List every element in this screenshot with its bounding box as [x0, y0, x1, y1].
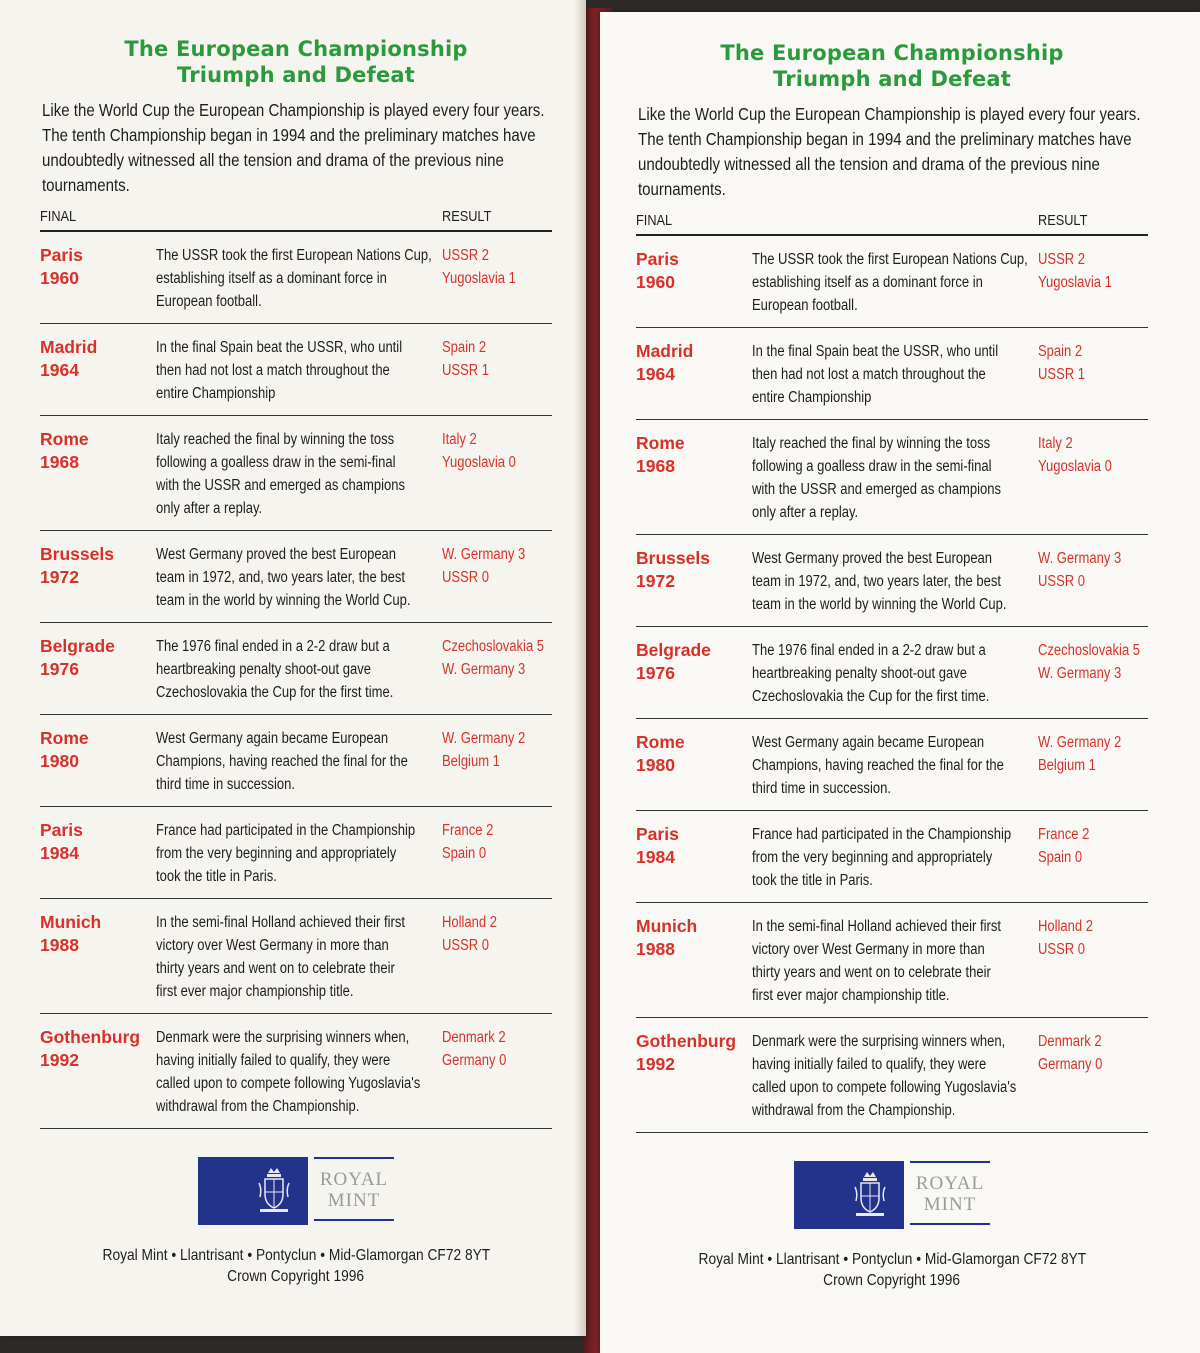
venue-year: 1968 [40, 452, 79, 472]
venue-year: 1976 [40, 659, 79, 679]
description-cell [752, 915, 1038, 1007]
venue-city: Madrid [636, 341, 694, 361]
table-row [636, 627, 1148, 719]
description-line: thirty years and went on to celebrate their [156, 960, 395, 977]
table-row [40, 416, 552, 531]
venue-city: Rome [636, 732, 685, 752]
description-cell [156, 543, 442, 612]
venue-cell [40, 727, 156, 796]
logo-line-2: MINT [923, 1194, 977, 1215]
result-winner: USSR 2 [442, 247, 490, 264]
description-line: third time in succession. [752, 780, 891, 797]
result-runner-up: Yugoslavia 0 [442, 454, 516, 471]
description-line: called upon to compete following Yugoslavia's [156, 1075, 421, 1092]
result-runner-up: Yugoslavia 0 [1038, 458, 1112, 475]
description-line: then had not lost a match throughout the [156, 362, 390, 379]
table-row [636, 328, 1148, 420]
result-cell [1038, 823, 1148, 892]
venue-year: 1960 [40, 268, 79, 288]
description-line: third time in succession. [156, 776, 295, 793]
venue-cell [40, 244, 156, 313]
result-runner-up: USSR 0 [442, 569, 490, 586]
leaflet-content [40, 36, 552, 1287]
result-winner: Czechoslovakia 5 [442, 638, 545, 655]
description-cell [156, 819, 442, 888]
description-line: took the title in Paris. [156, 868, 277, 885]
venue-city: Gothenburg [636, 1031, 737, 1051]
venue-cell [636, 915, 752, 1007]
result-winner: Czechoslovakia 5 [1038, 642, 1141, 659]
result-winner: Italy 2 [442, 431, 477, 448]
finals-table [40, 232, 552, 1129]
venue-city: Brussels [636, 548, 710, 568]
result-cell [1038, 915, 1148, 1007]
logo-line-1: ROYAL [915, 1173, 985, 1194]
result-cell [442, 911, 552, 1003]
venue-cell [40, 911, 156, 1003]
table-row [40, 324, 552, 416]
crest-icon [852, 1171, 888, 1217]
venue-year: 1980 [636, 755, 675, 775]
table-row [636, 236, 1148, 328]
description-line: withdrawal from the Championship. [156, 1098, 360, 1115]
intro-paragraph: Like the World Cup the European Championship is played every four years. The tenth Championship began in 1994 and the preliminary matches have undoubtedly witnessed all the tension and drama of the previous nine tournaments. [42, 100, 545, 195]
description-cell [752, 731, 1038, 800]
result-cell [442, 1026, 552, 1118]
venue-city: Rome [40, 728, 89, 748]
description-line: Czechoslovakia the Cup for the first time. [752, 688, 990, 705]
result-runner-up: USSR 1 [442, 362, 490, 379]
result-cell [442, 244, 552, 313]
description-line: only after a replay. [156, 500, 263, 517]
venue-year: 1964 [40, 360, 79, 380]
venue-city: Belgrade [40, 636, 115, 656]
description-line: following a goalless draw in the semi-final [752, 458, 992, 475]
venue-year: 1980 [40, 751, 79, 771]
result-cell [1038, 731, 1148, 800]
description-line: Champions, having reached the final for the [156, 753, 408, 770]
leaflet-content [636, 40, 1148, 1291]
crest-icon [256, 1167, 292, 1213]
result-winner: Denmark 2 [442, 1029, 506, 1046]
result-cell [1038, 432, 1148, 524]
description-line: then had not lost a match throughout the [752, 366, 986, 383]
description-cell [156, 1026, 442, 1118]
description-line: heartbreaking penalty shoot-out gave [156, 661, 371, 678]
result-winner: Holland 2 [1038, 918, 1094, 935]
title-line-1: The European Championship [124, 37, 468, 61]
result-winner: W. Germany 2 [442, 730, 526, 747]
table-header [636, 208, 1148, 236]
royal-mint-logo [40, 1157, 552, 1227]
description-cell [156, 727, 442, 796]
description-line: France had participated in the Championship [752, 826, 1012, 843]
result-runner-up: USSR 0 [1038, 941, 1086, 958]
footer-copyright: Crown Copyright 1996 [227, 1268, 365, 1285]
description-line: Italy reached the final by winning the toss [752, 435, 991, 452]
venue-city: Munich [636, 916, 698, 936]
royal-mint-logo [636, 1161, 1148, 1231]
table-row [636, 535, 1148, 627]
description-line: entire Championship [752, 389, 872, 406]
table-row [40, 623, 552, 715]
venue-city: Paris [636, 249, 679, 269]
result-cell [442, 428, 552, 520]
table-header [40, 204, 552, 232]
result-runner-up: Yugoslavia 1 [442, 270, 516, 287]
venue-year: 1960 [636, 272, 675, 292]
description-cell [156, 635, 442, 704]
result-winner: Spain 2 [442, 339, 487, 356]
footer-address: Royal Mint • Llantrisant • Pontyclun • Mid-Glamorgan CF72 8YT [102, 1247, 490, 1264]
table-row [636, 719, 1148, 811]
description-line: entire Championship [156, 385, 276, 402]
description-line: having initially failed to qualify, they were [156, 1052, 391, 1069]
description-cell [752, 1030, 1038, 1122]
description-line: first ever major championship title. [156, 983, 354, 1000]
table-row [40, 531, 552, 623]
result-cell [442, 727, 552, 796]
footer [40, 1245, 552, 1287]
description-line: with the USSR and emerged as champions [752, 481, 1001, 498]
table-row [40, 1014, 552, 1129]
venue-cell [40, 1026, 156, 1118]
logo-line-2: MINT [327, 1190, 381, 1211]
venue-year: 1984 [40, 843, 79, 863]
description-line: following a goalless draw in the semi-final [156, 454, 396, 471]
column-header-result: RESULT [1038, 212, 1088, 229]
description-line: from the very beginning and appropriately [752, 849, 993, 866]
venue-city: Paris [636, 824, 679, 844]
venue-cell [40, 336, 156, 405]
description-line: victory over West Germany in more than [156, 937, 389, 954]
description-line: In the semi-final Holland achieved their first [752, 918, 1001, 935]
description-line: only after a replay. [752, 504, 859, 521]
description-cell [156, 911, 442, 1003]
column-header-result: RESULT [442, 208, 492, 225]
venue-cell [636, 1030, 752, 1122]
result-cell [442, 336, 552, 405]
result-winner: Holland 2 [442, 914, 498, 931]
result-runner-up: W. Germany 3 [442, 661, 526, 678]
table-row [636, 420, 1148, 535]
venue-year: 1992 [40, 1050, 79, 1070]
royal-mint-wordmark [314, 1157, 394, 1221]
result-cell [1038, 340, 1148, 409]
venue-cell [40, 635, 156, 704]
result-runner-up: USSR 0 [442, 937, 490, 954]
result-winner: W. Germany 2 [1038, 734, 1122, 751]
venue-city: Belgrade [636, 640, 711, 660]
description-line: European football. [156, 293, 262, 310]
result-runner-up: Germany 0 [1038, 1056, 1103, 1073]
result-cell [1038, 248, 1148, 317]
venue-cell [636, 731, 752, 800]
venue-city: Rome [40, 429, 89, 449]
description-line: West Germany again became European [156, 730, 389, 747]
description-line: Denmark were the surprising winners when, [752, 1033, 1006, 1050]
description-line: from the very beginning and appropriately [156, 845, 397, 862]
description-line: heartbreaking penalty shoot-out gave [752, 665, 967, 682]
venue-year: 1964 [636, 364, 675, 384]
venue-year: 1968 [636, 456, 675, 476]
table-row [40, 899, 552, 1014]
venue-cell [40, 819, 156, 888]
page-title [636, 40, 1148, 92]
description-line: victory over West Germany in more than [752, 941, 985, 958]
description-line: The 1976 final ended in a 2-2 draw but a [752, 642, 986, 659]
venue-year: 1972 [636, 571, 675, 591]
description-cell [752, 340, 1038, 409]
description-line: withdrawal from the Championship. [752, 1102, 956, 1119]
royal-mint-emblem [794, 1161, 904, 1229]
description-cell [752, 248, 1038, 317]
venue-year: 1972 [40, 567, 79, 587]
result-winner: France 2 [1038, 826, 1090, 843]
column-header-final: FINAL [636, 212, 673, 229]
footer-copyright: Crown Copyright 1996 [823, 1272, 961, 1289]
venue-cell [636, 639, 752, 708]
venue-city: Gothenburg [40, 1027, 141, 1047]
column-header-final: FINAL [40, 208, 77, 225]
result-winner: USSR 2 [1038, 251, 1086, 268]
finals-table [636, 236, 1148, 1133]
logo-line-1: ROYAL [319, 1169, 389, 1190]
description-line: Denmark were the surprising winners when, [156, 1029, 410, 1046]
page-title [40, 36, 552, 88]
description-cell [752, 547, 1038, 616]
description-cell [156, 428, 442, 520]
description-line: first ever major championship title. [752, 987, 950, 1004]
venue-year: 1992 [636, 1054, 675, 1074]
venue-year: 1976 [636, 663, 675, 683]
result-cell [442, 819, 552, 888]
description-cell [156, 336, 442, 405]
result-winner: France 2 [442, 822, 494, 839]
table-row [40, 715, 552, 807]
result-winner: Denmark 2 [1038, 1033, 1102, 1050]
table-row [636, 811, 1148, 903]
venue-cell [636, 340, 752, 409]
description-line: team in the world by winning the World Cup. [752, 596, 1007, 613]
description-line: In the semi-final Holland achieved their first [156, 914, 405, 931]
venue-cell [636, 432, 752, 524]
venue-cell [636, 547, 752, 616]
description-line: In the final Spain beat the USSR, who until [752, 343, 999, 360]
title-line-1: The European Championship [720, 41, 1064, 65]
title-line-2: Triumph and Defeat [176, 63, 416, 87]
result-runner-up: Spain 0 [1038, 849, 1083, 866]
description-line: having initially failed to qualify, they were [752, 1056, 987, 1073]
description-line: took the title in Paris. [752, 872, 873, 889]
description-line: with the USSR and emerged as champions [156, 477, 405, 494]
result-winner: W. Germany 3 [442, 546, 526, 563]
venue-cell [636, 823, 752, 892]
description-line: West Germany again became European [752, 734, 985, 751]
result-cell [442, 543, 552, 612]
result-winner: Italy 2 [1038, 435, 1073, 452]
result-runner-up: Belgium 1 [442, 753, 500, 770]
venue-cell [40, 428, 156, 520]
footer-address: Royal Mint • Llantrisant • Pontyclun • Mid-Glamorgan CF72 8YT [698, 1251, 1086, 1268]
table-row [40, 807, 552, 899]
description-line: team in the world by winning the World Cup. [156, 592, 411, 609]
venue-city: Brussels [40, 544, 114, 564]
table-row [636, 1018, 1148, 1133]
result-winner: W. Germany 3 [1038, 550, 1122, 567]
venue-year: 1988 [636, 939, 675, 959]
description-line: establishing itself as a dominant force in [752, 274, 983, 291]
description-line: establishing itself as a dominant force in [156, 270, 387, 287]
result-runner-up: USSR 1 [1038, 366, 1086, 383]
leaflet-right [600, 12, 1200, 1353]
venue-cell [40, 543, 156, 612]
venue-city: Paris [40, 245, 83, 265]
description-cell [752, 432, 1038, 524]
description-line: Champions, having reached the final for the [752, 757, 1004, 774]
result-runner-up: Germany 0 [442, 1052, 507, 1069]
result-cell [1038, 639, 1148, 708]
result-runner-up: W. Germany 3 [1038, 665, 1122, 682]
description-cell [156, 244, 442, 313]
description-line: Czechoslovakia the Cup for the first time. [156, 684, 394, 701]
venue-city: Madrid [40, 337, 98, 357]
description-cell [752, 823, 1038, 892]
venue-year: 1984 [636, 847, 675, 867]
title-line-2: Triumph and Defeat [772, 67, 1012, 91]
description-line: In the final Spain beat the USSR, who until [156, 339, 403, 356]
description-cell [752, 639, 1038, 708]
royal-mint-emblem [198, 1157, 308, 1225]
description-line: The 1976 final ended in a 2-2 draw but a [156, 638, 390, 655]
description-line: The USSR took the first European Nations Cup, [752, 251, 1028, 268]
result-runner-up: Belgium 1 [1038, 757, 1096, 774]
venue-year: 1988 [40, 935, 79, 955]
table-row [636, 903, 1148, 1018]
description-line: team in 1972, and, two years later, the best [752, 573, 1001, 590]
description-line: France had participated in the Championship [156, 822, 416, 839]
description-line: thirty years and went on to celebrate their [752, 964, 991, 981]
result-cell [1038, 1030, 1148, 1122]
description-line: Italy reached the final by winning the toss [156, 431, 395, 448]
description-line: West Germany proved the best European [156, 546, 397, 563]
leaflet-left [0, 0, 586, 1336]
intro-paragraph: Like the World Cup the European Championship is played every four years. The tenth Championship began in 1994 and the preliminary matches have undoubtedly witnessed all the tension and drama of the previous nine tournaments. [638, 104, 1141, 199]
result-winner: Spain 2 [1038, 343, 1083, 360]
description-line: team in 1972, and, two years later, the best [156, 569, 405, 586]
venue-city: Rome [636, 433, 685, 453]
result-runner-up: Spain 0 [442, 845, 487, 862]
footer [636, 1249, 1148, 1291]
result-runner-up: USSR 0 [1038, 573, 1086, 590]
description-line: The USSR took the first European Nations Cup, [156, 247, 432, 264]
venue-cell [636, 248, 752, 317]
venue-city: Paris [40, 820, 83, 840]
description-line: called upon to compete following Yugoslavia's [752, 1079, 1017, 1096]
royal-mint-wordmark [910, 1161, 990, 1225]
venue-city: Munich [40, 912, 102, 932]
description-line: European football. [752, 297, 858, 314]
description-line: West Germany proved the best European [752, 550, 993, 567]
result-cell [442, 635, 552, 704]
table-row [40, 232, 552, 324]
result-cell [1038, 547, 1148, 616]
result-runner-up: Yugoslavia 1 [1038, 274, 1112, 291]
